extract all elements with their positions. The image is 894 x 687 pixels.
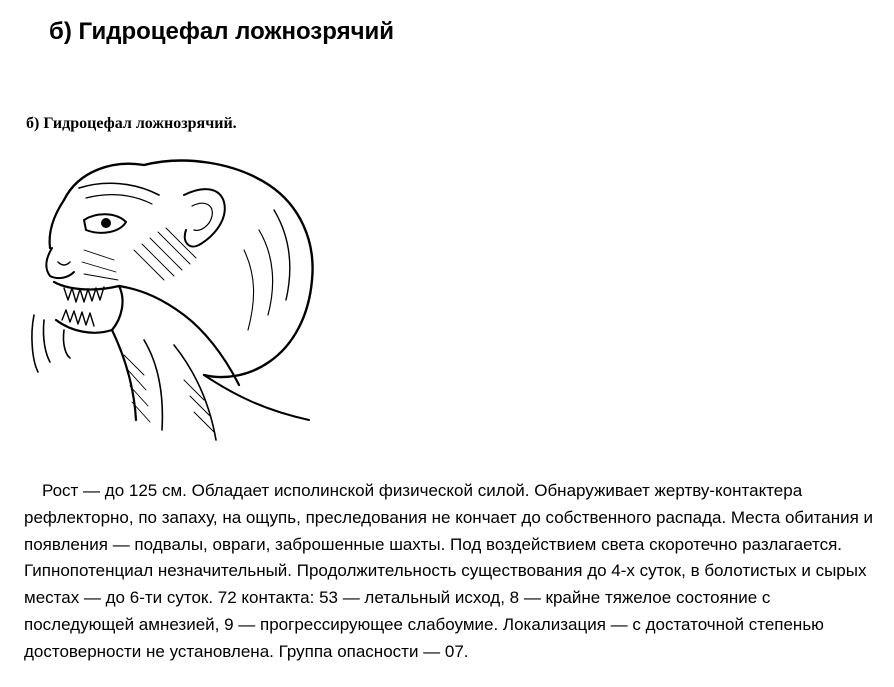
page-title: б) Гидроцефал ложнозрячий	[49, 18, 395, 45]
illustration-caption: б) Гидроцефал ложнозрячий.	[26, 115, 237, 132]
scanned-illustration	[24, 110, 324, 455]
description-paragraph: Рост — до 125 см. Обладает исполинской физической силой. Обнаруживает жертву-контактера рефлекторно, по запаху, на ощупь, преследования не кончает до собственного распада. Места обитания и появления — подвалы, овраги, заброшенные шахты. Под воздействием света скоротечно разлагается. Гипнопотенциал незначительный. Продолжительность существования до 4-х суток, в болотистых и сырых местах — до 6-ти суток. 72 контакта: 53 — летальный исход, 8 — крайне тяжелое состояние с последующей амнезией, 9 — прогрессирующее слабоумие. Локализация — с достаточной степенью достоверности не установлена. Группа опасности — 07.	[24, 481, 874, 661]
creature-head-drawing	[24, 140, 324, 452]
